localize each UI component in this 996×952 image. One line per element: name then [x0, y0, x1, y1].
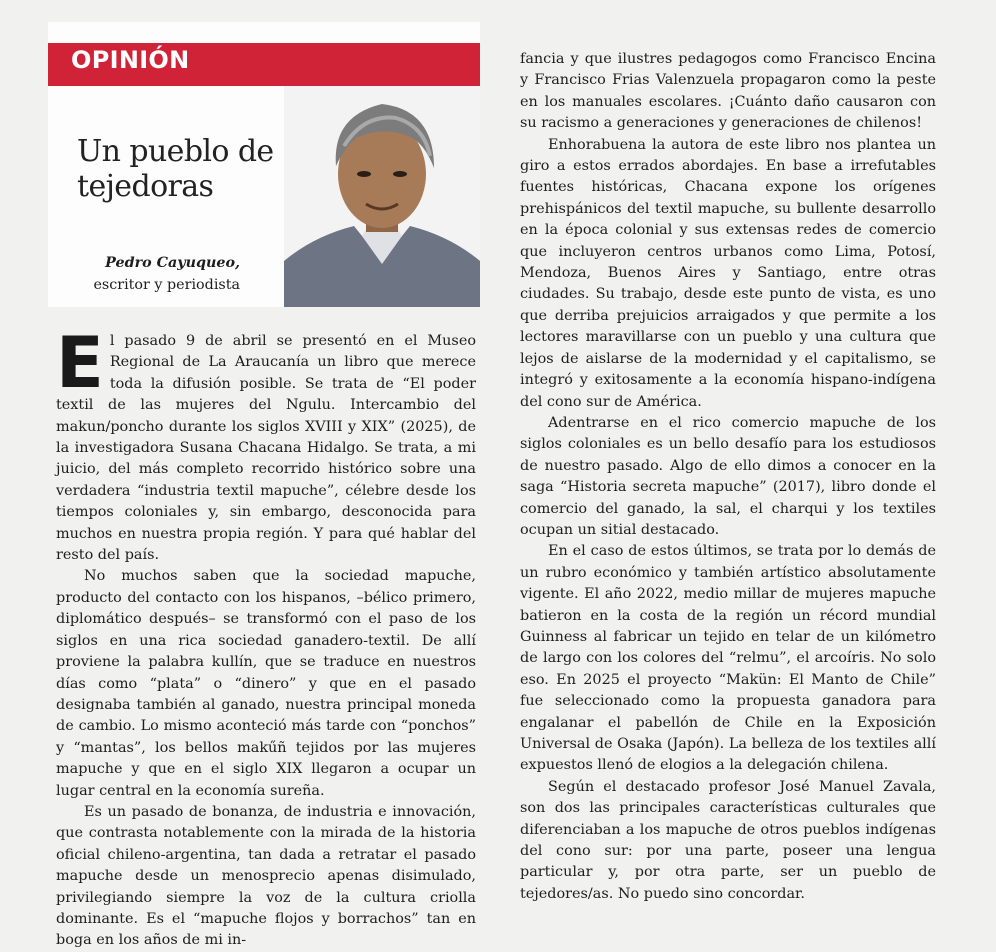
article-title: Un pueblo de tejedoras	[77, 134, 274, 204]
article-paragraph: Es un pasado de bonanza, de industria e innovación, que contrasta notablemente con la mirada de la historia oficial chileno-argentina, tan dada a retratar el pasado mapuche desde un menosprecio apenas disimulado, privilegiando siempre la voz de la cultura criolla dominante. Es el “mapuche flojos y borrachos” tan en boga en los años de mi in-	[56, 803, 476, 949]
section-banner	[48, 43, 480, 86]
section-label: OPINIÓN	[71, 46, 190, 74]
article-column-left	[56, 322, 476, 952]
article-column-right	[520, 49, 936, 905]
paragraph-text: l pasado 9 de abril se presentó en el Museo Regional de La Araucanía un libro que merece toda la difusión posible. Se trata de “El poder textil de las mujeres del Ngulu. Intercambio del makun/poncho durante los siglos XVIII y XIX” (2025), de la investigadora Susana Chacana Hidalgo. Se trata, a mi juicio, del más completo recorrido histórico sobre una verdadera “industria textil mapuche”, célebre desde los tiempos coloniales y, sin embargo, desconocida para muchos en nuestra propia región. Y para qué hablar del resto del país.	[56, 333, 476, 564]
author-photo	[284, 86, 480, 307]
byline	[93, 252, 240, 296]
article-paragraph: En el caso de estos últimos, se trata por lo demás de un rubro económico y también artístico absolutamente vigente. El año 2022, medio millar de mujeres mapuche batieron en la costa de la región un récord mundial Guinness al fabricar un tejido en telar de un kilómetro de largo con los colores del “relmu”, el arcoíris. No solo eso. En 2025 el proyecto “Makün: El Manto de Chile” fue seleccionado como la propuesta ganadora para engalanar el pabellón de Chile en la Exposición Universal de Osaka (Japón). La belleza de los textiles allí expuestos llenó de elogios a la delegación chilena.	[520, 543, 936, 774]
article-paragraph: Enhorabuena la autora de este libro nos plantea un giro a estos errados abordajes. En base a irrefutables fuentes históricas, Chacana expone los orígenes prehispánicos del textil mapuche, su bullente desarrollo en la época colonial y sus extensas redes de comercio que incluyeron centros urbanos como Lima, Potosí, Mendoza, Buenos Aires y Santiago, entre otras ciudades. Su trabajo, desde este punto de vista, es uno que derriba prejuicios arraigados y que permite a los lectores maravillarse con un pueblo y una cultura que lejos de aislarse de la modernidad y el capitalismo, se integró y exitosamente a la economía hispano-indígena del cono sur de América.	[520, 136, 936, 410]
article-paragraph: Según el destacado profesor José Manuel Zavala, son dos las principales características culturales que diferenciaban a los mapuche de otros pueblos indígenas del cono sur: por una parte, poseer una lengua particular y, por otra parte, ser un pueblo de tejedores/as. No puedo sino concordar.	[520, 778, 936, 902]
author-name: Pedro Cayuqueo,	[105, 255, 240, 271]
article-paragraph: No muchos saben que la sociedad mapuche, producto del contacto con los hispanos, –bélico primero, diplomático después– se transformó con el paso de los siglos en una rica sociedad ganadero-textil. De allí proviene la palabra kullín, que se traduce en nuestros días como “plata” o “dinero” y que en el pasado designaba también al ganado, nuestra principal moneda de cambio. Lo mismo aconteció más tarde con “ponchos” y “mantas”, los bellos makűñ tejidos por las mujeres mapuche y que en el siglo XIX llegaron a ocupar un lugar central en la economía sureña.	[56, 568, 476, 799]
article-paragraph: fancia y que ilustres pedagogos como Francisco Encina y Francisco Frias Valenzuela propagaron como la peste en los manuales escolares. ¡Cuánto daño causaron con su racismo a generaciones y generaciones de chilenos!	[520, 51, 936, 132]
article-paragraph: Adentrarse en el rico comercio mapuche de los siglos coloniales es un bello desafío para los estudiosos de nuestro pasado. Algo de ello dimos a conocer en la saga “Historia secreta mapuche” (2017), libro donde el comercio del ganado, la sal, el charqui y los textiles ocupan un sitial destacado.	[520, 414, 936, 538]
article-header	[48, 22, 480, 307]
article-paragraph	[56, 322, 476, 566]
drop-cap: E	[56, 322, 104, 404]
author-role: escritor y periodista	[93, 277, 240, 293]
